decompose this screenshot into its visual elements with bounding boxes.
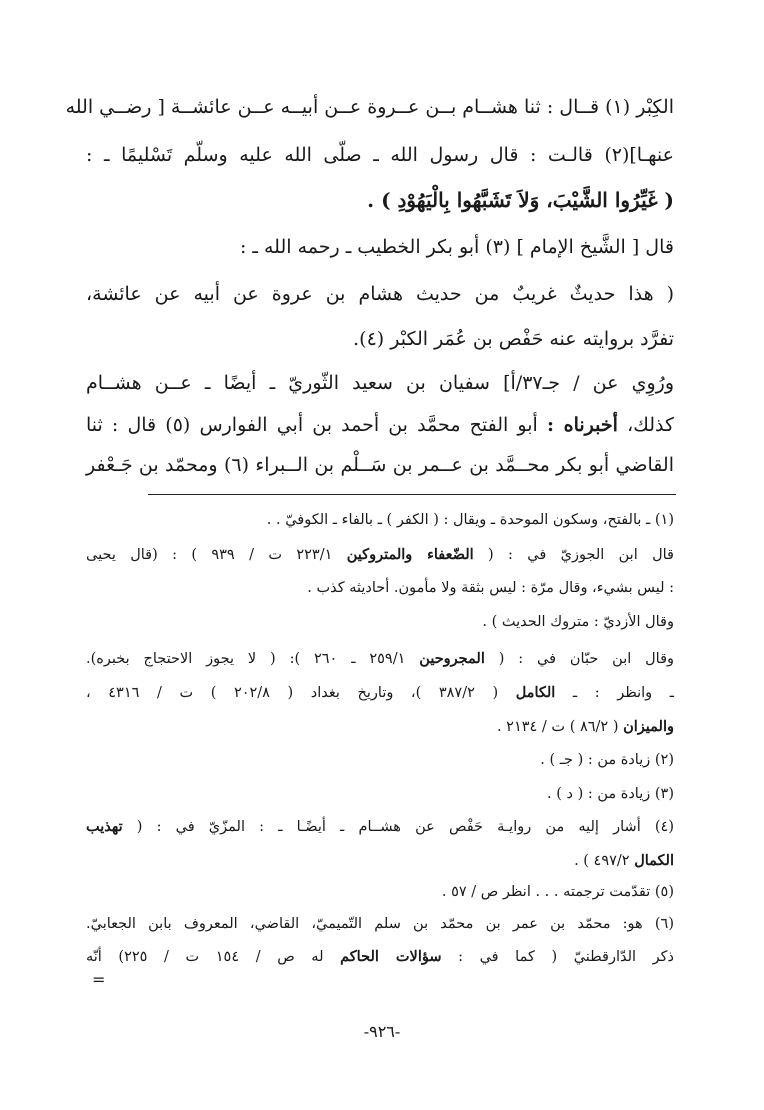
main-text-line-8: [86, 414, 674, 436]
footnote-text: ٤٩٧/٢ ) .: [574, 853, 630, 869]
footnote-3: (٣) زيادة من : ( د ) .: [547, 786, 674, 802]
footnote-text: ( ٨٦/٢ ) ت / ٢١٣٤ .: [496, 719, 619, 735]
main-text-line-6: تفرَّد بروايته عنه حَفْص بن عُمَر الكبْر (٤).: [353, 328, 674, 350]
footnote-4-line-2: [86, 852, 674, 869]
footnote-2: (٢) زيادة من : ( جـ ) .: [540, 752, 674, 768]
main-text-line-7: ورُوِي عن / جـ٣٧/أ] سفيان بن سعيد الثّوريّ ـ أيضًا ـ عــن هشــام: [86, 372, 675, 394]
footnote-1: (١) ـ بالفتح، وسكون الموحدة ـ ويقال : ( الكفر ) ـ بالفاء ـ الكوفيّ . .: [266, 512, 674, 528]
footnote-6: (٦) هو: محمّد بن عمر بن محمّد بن سلم التّميميّ، القاضي، المعروف بابن الجعابيّ.: [86, 916, 674, 932]
footnote-4: [86, 818, 674, 835]
footnote-1-line-7: [86, 718, 674, 735]
footnote-6-line-2: [86, 948, 674, 965]
footnote-1-line-5: [86, 650, 674, 667]
main-text-line-1: الكِبْر (١) قــال : ثنا هشــام بــن عــروة عــن أبيــه عــن عائشــة [ رضــي الله: [65, 96, 674, 118]
book-title: سؤالات الحاكم: [340, 948, 442, 965]
footnote-1-line-6: [86, 684, 674, 701]
footnote-text: ذكر الدّارقطنيّ ( كما في :: [458, 949, 675, 965]
continuation-mark: =: [92, 970, 106, 989]
footnote-text: قال ابن الجوزيّ في : (: [488, 547, 674, 563]
footnote-1-line-2: [86, 546, 674, 563]
main-text-line-9: القاضي أبو بكر محــمَّد بن عــمر بن سَــلْم بن الــبراء (٦) ومحمّد بن جَـعْفر: [86, 454, 674, 476]
book-title: الكمال: [634, 852, 674, 869]
footnote-text: ٢٢٣/١ ت / ٩٣٩ ) : (قال يحيى: [86, 547, 333, 563]
book-title: المجروحين: [419, 650, 485, 667]
hadith-text: ( غَيِّرُوا الشَّيْبَ، وَلاَ تَشَبَّهُوا بِالْيَهُوْدِ ) .: [367, 188, 674, 212]
footnote-text: ( ٣٨٧/٢ )، وتاريخ بغداد ( ٢٠٢/٨ ) ت / ٤٣١٦ ،: [86, 685, 499, 701]
footnote-text: ـ وانظر : ـ: [572, 685, 674, 701]
footnote-text: له ص / ١٥٤ ت / ٢٢٥) أنّه: [86, 949, 324, 965]
footnote-separator: [148, 494, 676, 495]
page-number: -٩٢٦-: [363, 1022, 401, 1041]
main-text-line-2: عنهـا](٢) قالـت : قال رسول الله ـ صلّى الله عليه وسلّم تَسْليمًا ـ :: [86, 144, 674, 166]
main-text-kadhalik: كذلك،: [627, 414, 675, 436]
footnote-text: (٤) أشار إليه من روايـة حَفْص عن هشــام ـ أيضًـا ـ : المزّيّ في : (: [136, 819, 675, 835]
main-text-isnad: أبو الفتح محمَّد بن أحمد بن أبي الفوارس (٥) قال : ثنا: [86, 414, 538, 436]
footnote-1-line-4: وقال الأزديّ : متروك الحديث ) .: [482, 614, 674, 630]
book-title: الكامل: [515, 684, 556, 701]
main-text-line-4: قال [ الشَّيخ الإمام ] (٣) أبو بكر الخطيب ـ رحمه الله ـ :: [239, 236, 674, 258]
footnote-text: ٢٥٩/١ ـ ٢٦٠ ): ( لا يجوز الاحتجاج بخبره).: [86, 651, 406, 667]
main-text-line-5: ( هذا حديثٌ غريبٌ من حديث هشام بن عروة عن أبيه عن عائشة،: [86, 283, 674, 305]
footnote-text: وقال ابن حبّان في : (: [498, 651, 675, 667]
book-title: والميزان: [623, 718, 674, 735]
footnote-1-line-3: : ليس بشيء، وقال مرّة : ليس بثقة ولا مأمون. أحاديثه كذب .: [307, 580, 674, 596]
footnote-5: (٥) تقدّمت ترجمته . . . انظر ص / ٥٧ .: [441, 884, 674, 900]
akhbaranahu-label: أخبرناه :: [546, 414, 618, 436]
book-title: تهذيب: [86, 818, 123, 835]
book-title: الضّعفاء والمتروكين: [346, 546, 474, 563]
